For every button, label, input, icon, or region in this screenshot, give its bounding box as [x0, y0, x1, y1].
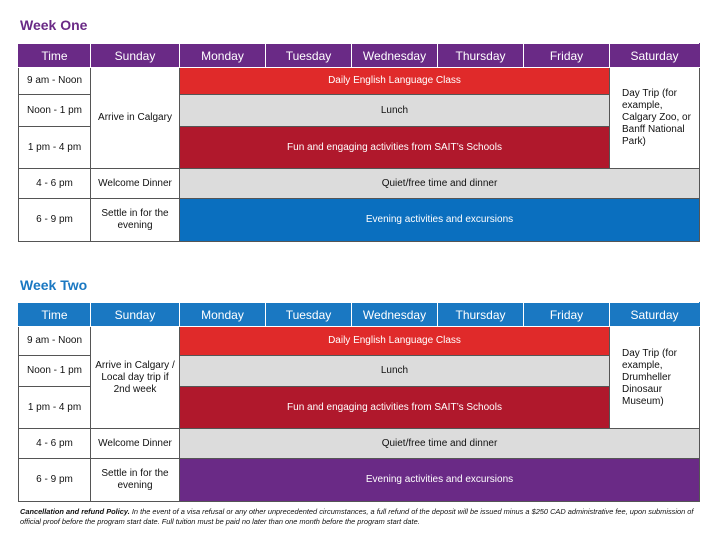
- header-thursday: Thursday: [438, 303, 524, 327]
- time-cell: 1 pm - 4 pm: [19, 387, 91, 429]
- sunday-settle-cell: Settle in for the evening: [91, 199, 180, 242]
- saturday-trip-cell: Day Trip (for example, Calgary Zoo, or Banff National Park): [610, 68, 700, 169]
- time-cell: Noon - 1 pm: [19, 95, 91, 127]
- time-cell: 4 - 6 pm: [19, 169, 91, 199]
- sunday-welcome-cell: Welcome Dinner: [91, 169, 180, 199]
- header-wednesday: Wednesday: [352, 303, 438, 327]
- week-one-schedule-table: [18, 43, 700, 242]
- quiet-time-block: Quiet/free time and dinner: [180, 169, 700, 199]
- time-cell: Noon - 1 pm: [19, 356, 91, 387]
- table-row: [19, 459, 700, 502]
- header-friday: Friday: [524, 303, 610, 327]
- class-block: Daily English Language Class: [180, 327, 610, 356]
- table-row: [19, 68, 700, 95]
- activities-block: Fun and engaging activities from SAIT’s Schools: [180, 127, 610, 169]
- header-tuesday: Tuesday: [266, 303, 352, 327]
- header-time: Time: [19, 44, 91, 68]
- cancellation-policy: [20, 507, 710, 527]
- time-cell: 9 am - Noon: [19, 68, 91, 95]
- header-saturday: Saturday: [610, 303, 700, 327]
- sunday-arrive-cell: Arrive in Calgary: [91, 68, 180, 169]
- week-one-title: Week One: [20, 17, 88, 33]
- time-cell: 9 am - Noon: [19, 327, 91, 356]
- week-two-title: Week Two: [20, 277, 88, 293]
- header-time: Time: [19, 303, 91, 327]
- saturday-trip-cell: Day Trip (for example, Drumheller Dinosaur Museum): [610, 327, 700, 429]
- policy-text: In the event of a visa refusal or any other unprecedented circumstances, a full refund of the deposit will be issued minus a $250 CAD administrative fee, upon submission of official proof before the program start date. Full tuition must be paid no later than one month before the program start date.: [20, 507, 694, 526]
- class-block: Daily English Language Class: [180, 68, 610, 95]
- activities-block: Fun and engaging activities from SAIT’s Schools: [180, 387, 610, 429]
- header-sunday: Sunday: [91, 303, 180, 327]
- header-row: [19, 303, 700, 327]
- policy-heading: Cancellation and refund Policy.: [20, 507, 130, 516]
- table-row: [19, 429, 700, 459]
- evening-block: Evening activities and excursions: [180, 199, 700, 242]
- header-thursday: Thursday: [438, 44, 524, 68]
- header-saturday: Saturday: [610, 44, 700, 68]
- evening-block: Evening activities and excursions: [180, 459, 700, 502]
- header-tuesday: Tuesday: [266, 44, 352, 68]
- time-cell: 6 - 9 pm: [19, 199, 91, 242]
- time-cell: 6 - 9 pm: [19, 459, 91, 502]
- sunday-welcome-cell: Welcome Dinner: [91, 429, 180, 459]
- week-two-schedule-table: [18, 302, 700, 502]
- table-row: [19, 169, 700, 199]
- header-monday: Monday: [180, 44, 266, 68]
- header-sunday: Sunday: [91, 44, 180, 68]
- table-row: [19, 199, 700, 242]
- header-wednesday: Wednesday: [352, 44, 438, 68]
- header-row: [19, 44, 700, 68]
- time-cell: 1 pm - 4 pm: [19, 127, 91, 169]
- lunch-block: Lunch: [180, 95, 610, 127]
- header-monday: Monday: [180, 303, 266, 327]
- quiet-time-block: Quiet/free time and dinner: [180, 429, 700, 459]
- lunch-block: Lunch: [180, 356, 610, 387]
- sunday-settle-cell: Settle in for the evening: [91, 459, 180, 502]
- header-friday: Friday: [524, 44, 610, 68]
- time-cell: 4 - 6 pm: [19, 429, 91, 459]
- sunday-arrive-cell: Arrive in Calgary / Local day trip if 2nd week: [91, 327, 180, 429]
- table-row: [19, 327, 700, 356]
